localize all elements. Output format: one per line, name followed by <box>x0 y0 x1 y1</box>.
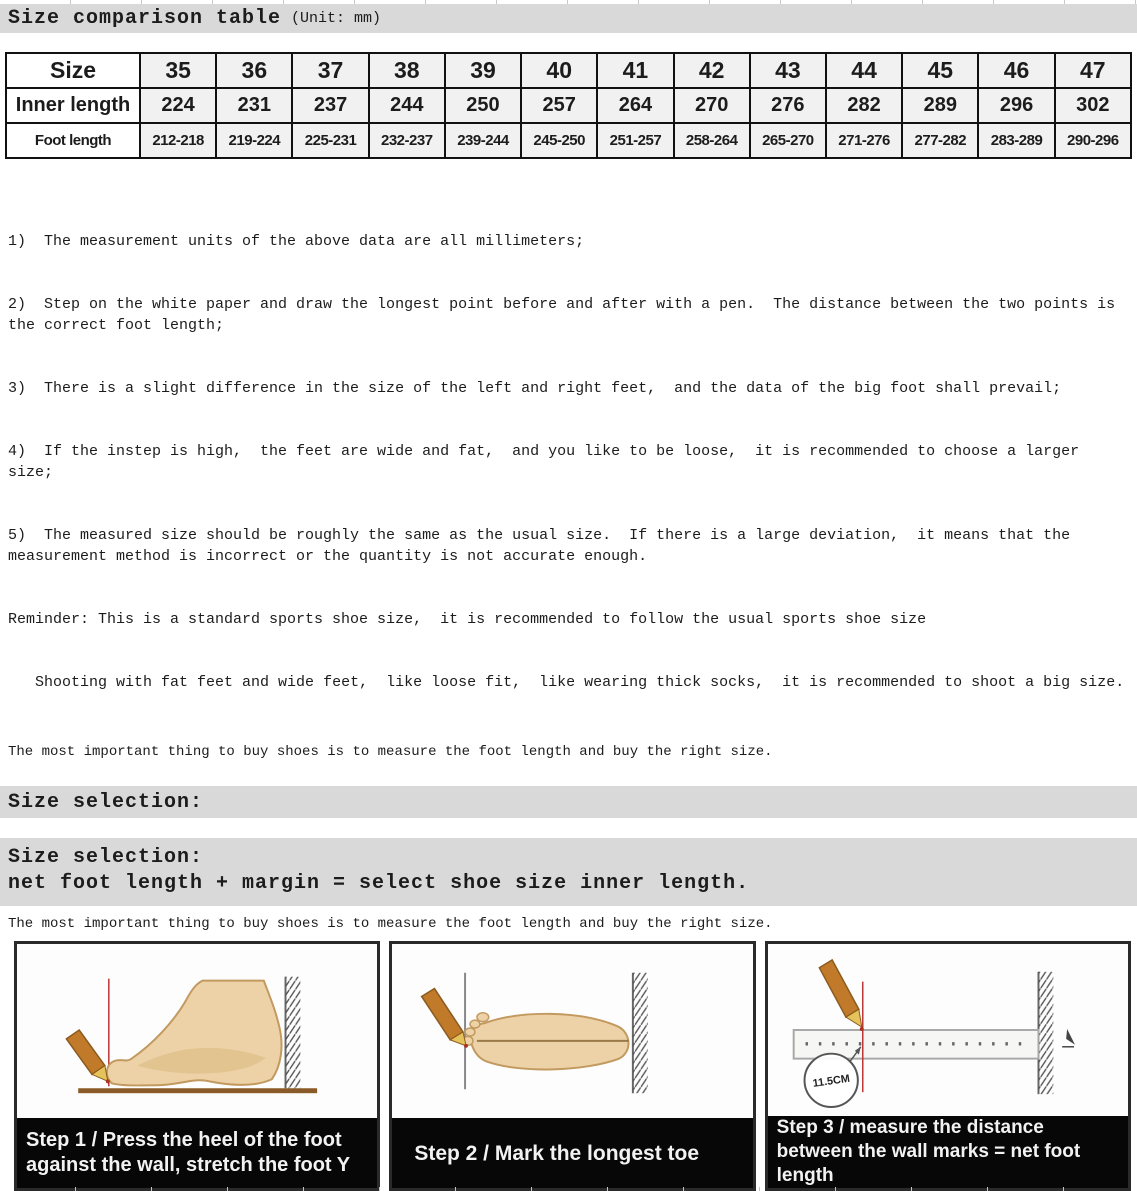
size-cell: 35 <box>140 53 216 88</box>
size-cell: 46 <box>978 53 1054 88</box>
note-line-5: 5) The measured size should be roughly the same as the usual size. If there is a large deviation, it means that the measurement method is incorrect or the quantity is not accurate enough. <box>8 527 1080 565</box>
pencil-body <box>66 1030 105 1074</box>
ruler-measurement-illustration <box>768 944 1128 1116</box>
pencil-point <box>859 1027 863 1031</box>
measurement-steps <box>14 941 1131 1191</box>
measurement-notes <box>8 189 1130 714</box>
toe <box>465 1028 475 1036</box>
size-selection-block-heading: Size selection: <box>8 846 204 869</box>
step3-panel <box>765 941 1131 1191</box>
foot-length-cell: 283-289 <box>978 123 1054 158</box>
inner-length-cell: 282 <box>826 88 902 123</box>
foot-length-cell: 239-244 <box>445 123 521 158</box>
table-row-size <box>6 53 1131 88</box>
foot-length-cell: 219-224 <box>216 123 292 158</box>
note-reminder-1: Reminder: This is a standard sports shoe size, it is recommended to follow the usual sports shoe size <box>8 611 927 628</box>
note-line-1: 1) The measurement units of the above data are all millimeters; <box>8 233 585 250</box>
size-cell: 37 <box>292 53 368 88</box>
inner-length-cell: 224 <box>140 88 216 123</box>
foot-length-cell: 225-231 <box>292 123 368 158</box>
foot-side-view-illustration <box>17 944 377 1118</box>
pencil-point <box>464 1044 468 1048</box>
inner-length-cell: 264 <box>597 88 673 123</box>
size-cell: 47 <box>1055 53 1131 88</box>
inner-length-cell: 257 <box>521 88 597 123</box>
table-row-foot-length <box>6 123 1131 158</box>
step2-illustration <box>392 944 752 1118</box>
size-cell: 36 <box>216 53 292 88</box>
wall-hatching <box>1038 972 1053 1094</box>
important-note-repeat: The most important thing to buy shoes is to measure the foot length and buy the right size. <box>8 916 773 932</box>
step2-caption: Step 2 / Mark the longest toe <box>392 1118 752 1188</box>
step3-illustration <box>768 944 1128 1116</box>
measure-value-label: 11.5CM <box>811 1072 851 1090</box>
size-cell: 39 <box>445 53 521 88</box>
step3-caption: Step 3 / measure the distance between the wall marks = net foot length <box>768 1116 1128 1188</box>
foot-top-view-illustration <box>392 944 752 1118</box>
pencil-body <box>819 960 858 1017</box>
foot-length-cell: 265-270 <box>750 123 826 158</box>
size-selection-formula: net foot length + margin = select shoe size inner length. <box>8 872 750 895</box>
wall-mark-icon <box>1066 1029 1075 1045</box>
important-note: The most important thing to buy shoes is to measure the foot length and buy the right size. <box>8 744 773 760</box>
size-cell: 45 <box>902 53 978 88</box>
foot-length-cell: 232-237 <box>369 123 445 158</box>
step1-panel <box>14 941 380 1191</box>
step1-illustration <box>17 944 377 1118</box>
note-line-3: 3) There is a slight difference in the size of the left and right feet, and the data of the big foot shall prevail; <box>8 380 1062 397</box>
note-reminder-2: Shooting with fat feet and wide feet, like loose fit, like wearing thick socks, it is recommended to shoot a big size. <box>8 674 1125 691</box>
size-cell: 40 <box>521 53 597 88</box>
inner-length-cell: 231 <box>216 88 292 123</box>
wall-hatching <box>286 977 301 1089</box>
inner-length-cell: 289 <box>902 88 978 123</box>
size-cell: 44 <box>826 53 902 88</box>
inner-length-cell: 237 <box>292 88 368 123</box>
inner-length-cell: 302 <box>1055 88 1131 123</box>
toe <box>470 1020 480 1028</box>
size-selection-formula-block <box>0 838 1137 906</box>
size-cell: 43 <box>750 53 826 88</box>
floor-line <box>78 1088 317 1093</box>
row-label-inner-length: Inner length <box>6 88 140 123</box>
pencil-point <box>106 1079 110 1083</box>
size-comparison-table <box>5 52 1132 159</box>
step1-caption: Step 1 / Press the heel of the foot against the wall, stretch the foot Y <box>17 1118 377 1188</box>
foot-length-cell: 212-218 <box>140 123 216 158</box>
toe <box>477 1013 489 1022</box>
size-selection-heading: Size selection: <box>8 790 204 814</box>
inner-length-cell: 276 <box>750 88 826 123</box>
note-line-2: 2) Step on the white paper and draw the longest point before and after with a pen. The distance between the two points is the correct foot length; <box>8 296 1125 334</box>
foot-length-cell: 245-250 <box>521 123 597 158</box>
foot-length-cell: 271-276 <box>826 123 902 158</box>
size-selection-heading-bar <box>0 786 1137 818</box>
row-label-size: Size <box>6 53 140 88</box>
foot-length-cell: 290-296 <box>1055 123 1131 158</box>
foot-length-cell: 258-264 <box>674 123 750 158</box>
row-label-foot-length: Foot length <box>6 123 140 158</box>
wall-hatching <box>633 973 648 1093</box>
inner-length-cell: 270 <box>674 88 750 123</box>
note-line-4: 4) If the instep is high, the feet are wide and fat, and you like to be loose, it is recommended to choose a larger size; <box>8 443 1089 481</box>
inner-length-cell: 296 <box>978 88 1054 123</box>
foot-length-cell: 251-257 <box>597 123 673 158</box>
size-cell: 41 <box>597 53 673 88</box>
pencil-body <box>422 989 463 1040</box>
unit-label: (Unit: mm) <box>291 10 382 27</box>
foot-length-cell: 277-282 <box>902 123 978 158</box>
size-cell: 42 <box>674 53 750 88</box>
step2-panel <box>389 941 755 1191</box>
page-title: Size comparison table <box>8 7 282 30</box>
table-row-inner-length <box>6 88 1131 123</box>
page-title-bar <box>0 4 1137 33</box>
sheet-gridline-ticks-bottom <box>0 1187 1137 1191</box>
inner-length-cell: 244 <box>369 88 445 123</box>
inner-length-cell: 250 <box>445 88 521 123</box>
size-cell: 38 <box>369 53 445 88</box>
